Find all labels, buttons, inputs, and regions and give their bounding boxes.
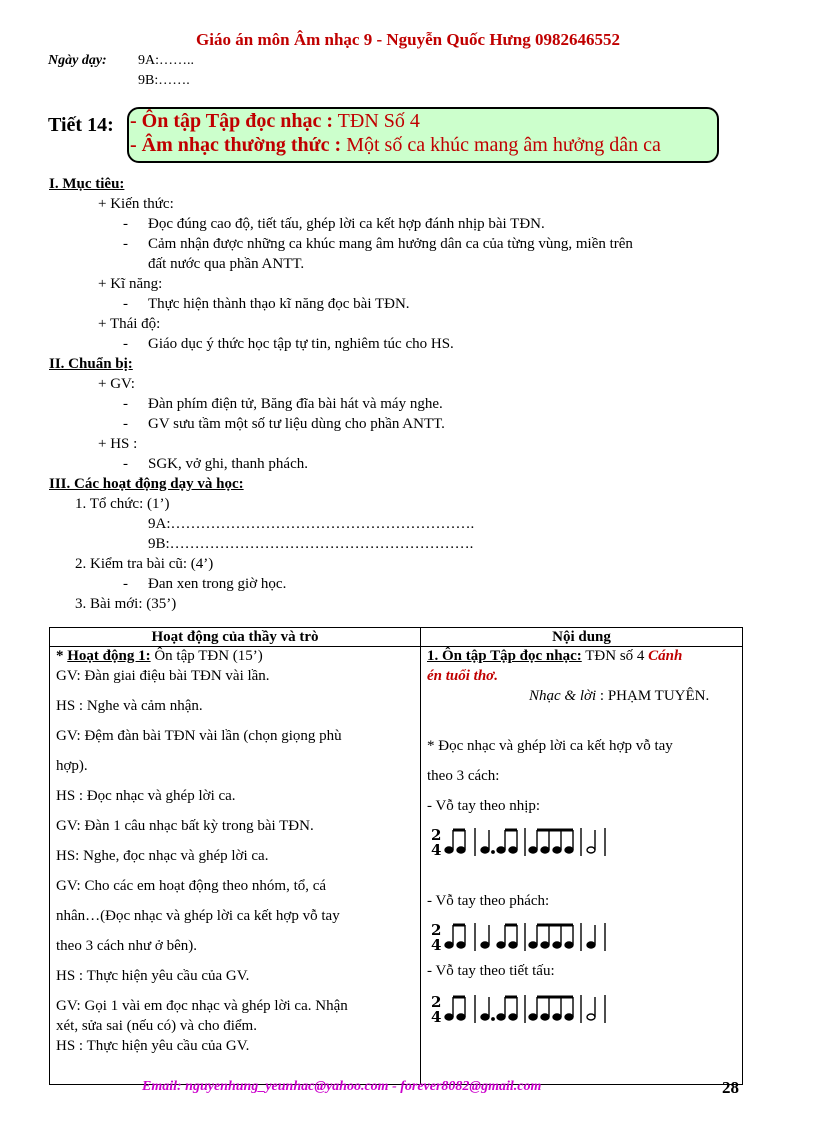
time-signature-top: 2 bbox=[431, 921, 442, 939]
content-cell bbox=[421, 647, 743, 1085]
section-preparation-title: II. Chuẩn bị: bbox=[49, 356, 133, 372]
time-signature-top: 2 bbox=[431, 826, 442, 844]
section-activities-title: III. Các hoạt động dạy và học: bbox=[49, 476, 244, 492]
activity-item-1: 1. Tổ chức: (1’) bbox=[75, 496, 170, 512]
activity-line: HS : Nghe và cảm nhận. bbox=[56, 698, 203, 714]
gv-item-1: - Đàn phím điện tử, Băng đĩa bài hát và máy nghe. bbox=[148, 396, 443, 413]
activity-item-1-9b: 9B:……………………………………………………. bbox=[148, 536, 474, 552]
activity-line: GV: Đệm đàn bài TĐN vài lần (chọn giọng phù bbox=[56, 728, 342, 744]
clap-pulse-label: - Vỗ tay theo phách: bbox=[427, 893, 550, 909]
lesson-topic-2-label: - Âm nhạc thường thức : bbox=[130, 134, 342, 156]
time-signature-bottom: 4 bbox=[431, 936, 442, 954]
knowledge-label: + Kiến thức: bbox=[98, 196, 174, 212]
hs-label: + HS : bbox=[98, 436, 138, 452]
knowledge-item-2: - Cảm nhận được những ca khúc mang âm hưởng dân ca của từng vùng, miền trên bbox=[148, 236, 633, 253]
date-line-9b: 9B:……. bbox=[138, 73, 190, 88]
date-line-9a: 9A:…….. bbox=[138, 53, 194, 68]
lesson-title-line-1 bbox=[130, 110, 420, 133]
activity-line: theo 3 cách như ở bên). bbox=[56, 938, 198, 954]
activity-line: HS: Nghe, đọc nhạc và ghép lời ca. bbox=[56, 848, 269, 864]
activity-item-2-sub: - Đan xen trong giờ học. bbox=[148, 576, 286, 593]
content-intro-line-1: * Đọc nhạc và ghép lời ca kết hợp vỗ tay bbox=[427, 738, 673, 754]
knowledge-item-2-cont: đất nước qua phần ANTT. bbox=[148, 256, 305, 272]
attitude-label: + Thái độ: bbox=[98, 316, 161, 332]
activity-line: GV: Đàn giai điệu bài TĐN vài lần. bbox=[56, 668, 270, 684]
activity-line: GV: Đàn 1 câu nhạc bất kỳ trong bài TĐN. bbox=[56, 818, 314, 834]
activities-table bbox=[49, 627, 743, 1085]
content-title: 1. Ôn tập Tập đọc nhạc: TĐN số 4 Cánh bbox=[427, 648, 683, 664]
activities-cell bbox=[50, 647, 421, 1085]
activity-item-1-9a: 9A:……………………………………………………. bbox=[148, 516, 475, 532]
hs-item-1: - SGK, vở ghi, thanh phách. bbox=[148, 456, 308, 473]
activity-line: hợp). bbox=[56, 758, 88, 774]
activity-item-2: 2. Kiểm tra bài cũ: (4’) bbox=[75, 556, 214, 572]
activity-line: HS : Đọc nhạc và ghép lời ca. bbox=[56, 788, 236, 804]
knowledge-item-1: - Đọc đúng cao độ, tiết tấu, ghép lời ca kết hợp đánh nhịp bài TĐN. bbox=[148, 216, 545, 233]
activity-line: HS : Thực hiện yêu cầu của GV. bbox=[56, 968, 250, 984]
column-header-content: Nội dung bbox=[421, 628, 743, 647]
gv-label: + GV: bbox=[98, 376, 135, 392]
activity-line: GV: Gọi 1 vài em đọc nhạc và ghép lời ca. Nhận bbox=[56, 998, 348, 1014]
rhythm-notes bbox=[445, 828, 605, 856]
activity-line: nhân…(Đọc nhạc và ghép lời ca kết hợp vỗ tay bbox=[56, 908, 340, 924]
column-header-activities: Hoạt động của thầy và trò bbox=[50, 628, 421, 647]
time-signature-bottom: 4 bbox=[431, 841, 442, 859]
page-number: 28 bbox=[722, 1078, 739, 1097]
rhythm-pattern-notation bbox=[425, 989, 625, 1029]
rhythm-pulse-notation bbox=[425, 917, 625, 957]
footer-email: Email: nguyenhung_yeunhac@yahoo.com - forever8082@gmail.com bbox=[142, 1079, 542, 1094]
content-intro-line-2: theo 3 cách: bbox=[427, 768, 500, 784]
activity-line: HS : Thực hiện yêu cầu của GV. bbox=[56, 1038, 250, 1054]
gv-item-2: - GV sưu tầm một số tư liệu dùng cho phần ANTT. bbox=[148, 416, 445, 433]
lesson-number: Tiết 14: bbox=[48, 114, 114, 136]
activity-line: GV: Cho các em hoạt động theo nhóm, tổ, cá bbox=[56, 878, 327, 894]
lesson-title-line-2 bbox=[130, 134, 661, 157]
lesson-topic-2-value: Một số ca khúc mang âm hưởng dân ca bbox=[341, 134, 661, 156]
activity-item-3: 3. Bài mới: (35’) bbox=[75, 596, 177, 612]
skill-label: + Kĩ năng: bbox=[98, 276, 163, 292]
skill-item-1: - Thực hiện thành thạo kĩ năng đọc bài TĐN. bbox=[148, 296, 410, 313]
content-song-title-cont: én tuổi thơ. bbox=[427, 668, 498, 684]
lesson-topic-1-value: TĐN Số 4 bbox=[333, 110, 420, 132]
teaching-date-label: Ngày dạy: bbox=[48, 53, 107, 68]
document-header-title: Giáo án môn Âm nhạc 9 - Nguyễn Quốc Hưng 0982646552 bbox=[196, 30, 620, 49]
rhythm-beat-notation bbox=[425, 822, 625, 862]
lesson-topic-1-label: - Ôn tập Tập đọc nhạc : bbox=[130, 110, 334, 132]
content-author: Nhạc & lời : PHẠM TUYÊN. bbox=[529, 688, 710, 704]
time-signature-bottom: 4 bbox=[431, 1008, 442, 1026]
time-signature-top: 2 bbox=[431, 993, 442, 1011]
activity-1-title: * Hoạt động 1: Ôn tập TĐN (15’) bbox=[56, 648, 263, 664]
activity-line: xét, sửa sai (nếu có) và cho điểm. bbox=[56, 1018, 257, 1034]
clap-beat-label: - Vỗ tay theo nhịp: bbox=[427, 798, 541, 814]
attitude-item-1: - Giáo dục ý thức học tập tự tin, nghiêm túc cho HS. bbox=[148, 336, 454, 353]
section-objectives-title: I. Mục tiêu: bbox=[49, 176, 125, 192]
clap-rhythm-label: - Vỗ tay theo tiết tấu: bbox=[427, 963, 555, 979]
